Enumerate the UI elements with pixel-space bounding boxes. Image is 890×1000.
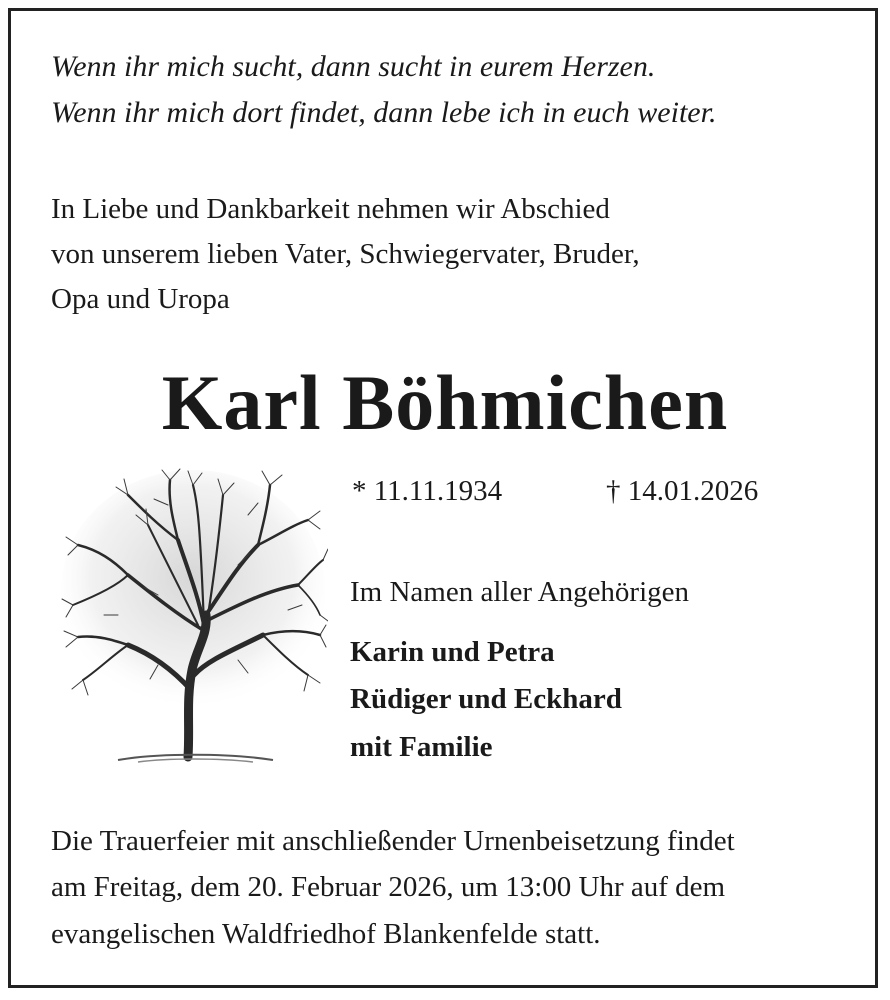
intro-line-1: In Liebe und Dankbarkeit nehmen wir Abschied bbox=[51, 193, 610, 225]
intro-line-3: Opa und Uropa bbox=[51, 283, 230, 315]
death-date: † 14.01.2026 bbox=[606, 475, 759, 507]
mourners-line-1: Karin und Petra bbox=[350, 636, 555, 668]
mourners-line-3: mit Familie bbox=[350, 731, 493, 763]
intro-line-2: von unserem lieben Vater, Schwiegervater, Bruder, bbox=[51, 238, 640, 270]
funeral-line-1: Die Trauerfeier mit anschließender Urnenbeisetzung findet bbox=[51, 825, 735, 857]
mourners-line-2: Rüdiger und Eckhard bbox=[350, 683, 622, 715]
tree-icon bbox=[58, 465, 328, 765]
birth-date: * 11.11.1934 bbox=[352, 475, 503, 507]
quote-line-2: Wenn ihr mich dort findet, dann lebe ich in euch weiter. bbox=[51, 96, 717, 129]
mourners-intro: Im Namen aller Angehörigen bbox=[350, 576, 690, 608]
funeral-line-3: evangelischen Waldfriedhof Blankenfelde statt. bbox=[51, 918, 601, 950]
funeral-line-2: am Freitag, dem 20. Februar 2026, um 13:00 Uhr auf dem bbox=[51, 871, 726, 903]
quote-line-1: Wenn ihr mich sucht, dann sucht in eurem Herzen. bbox=[51, 50, 656, 83]
deceased-name: Karl Böhmichen bbox=[161, 359, 729, 446]
